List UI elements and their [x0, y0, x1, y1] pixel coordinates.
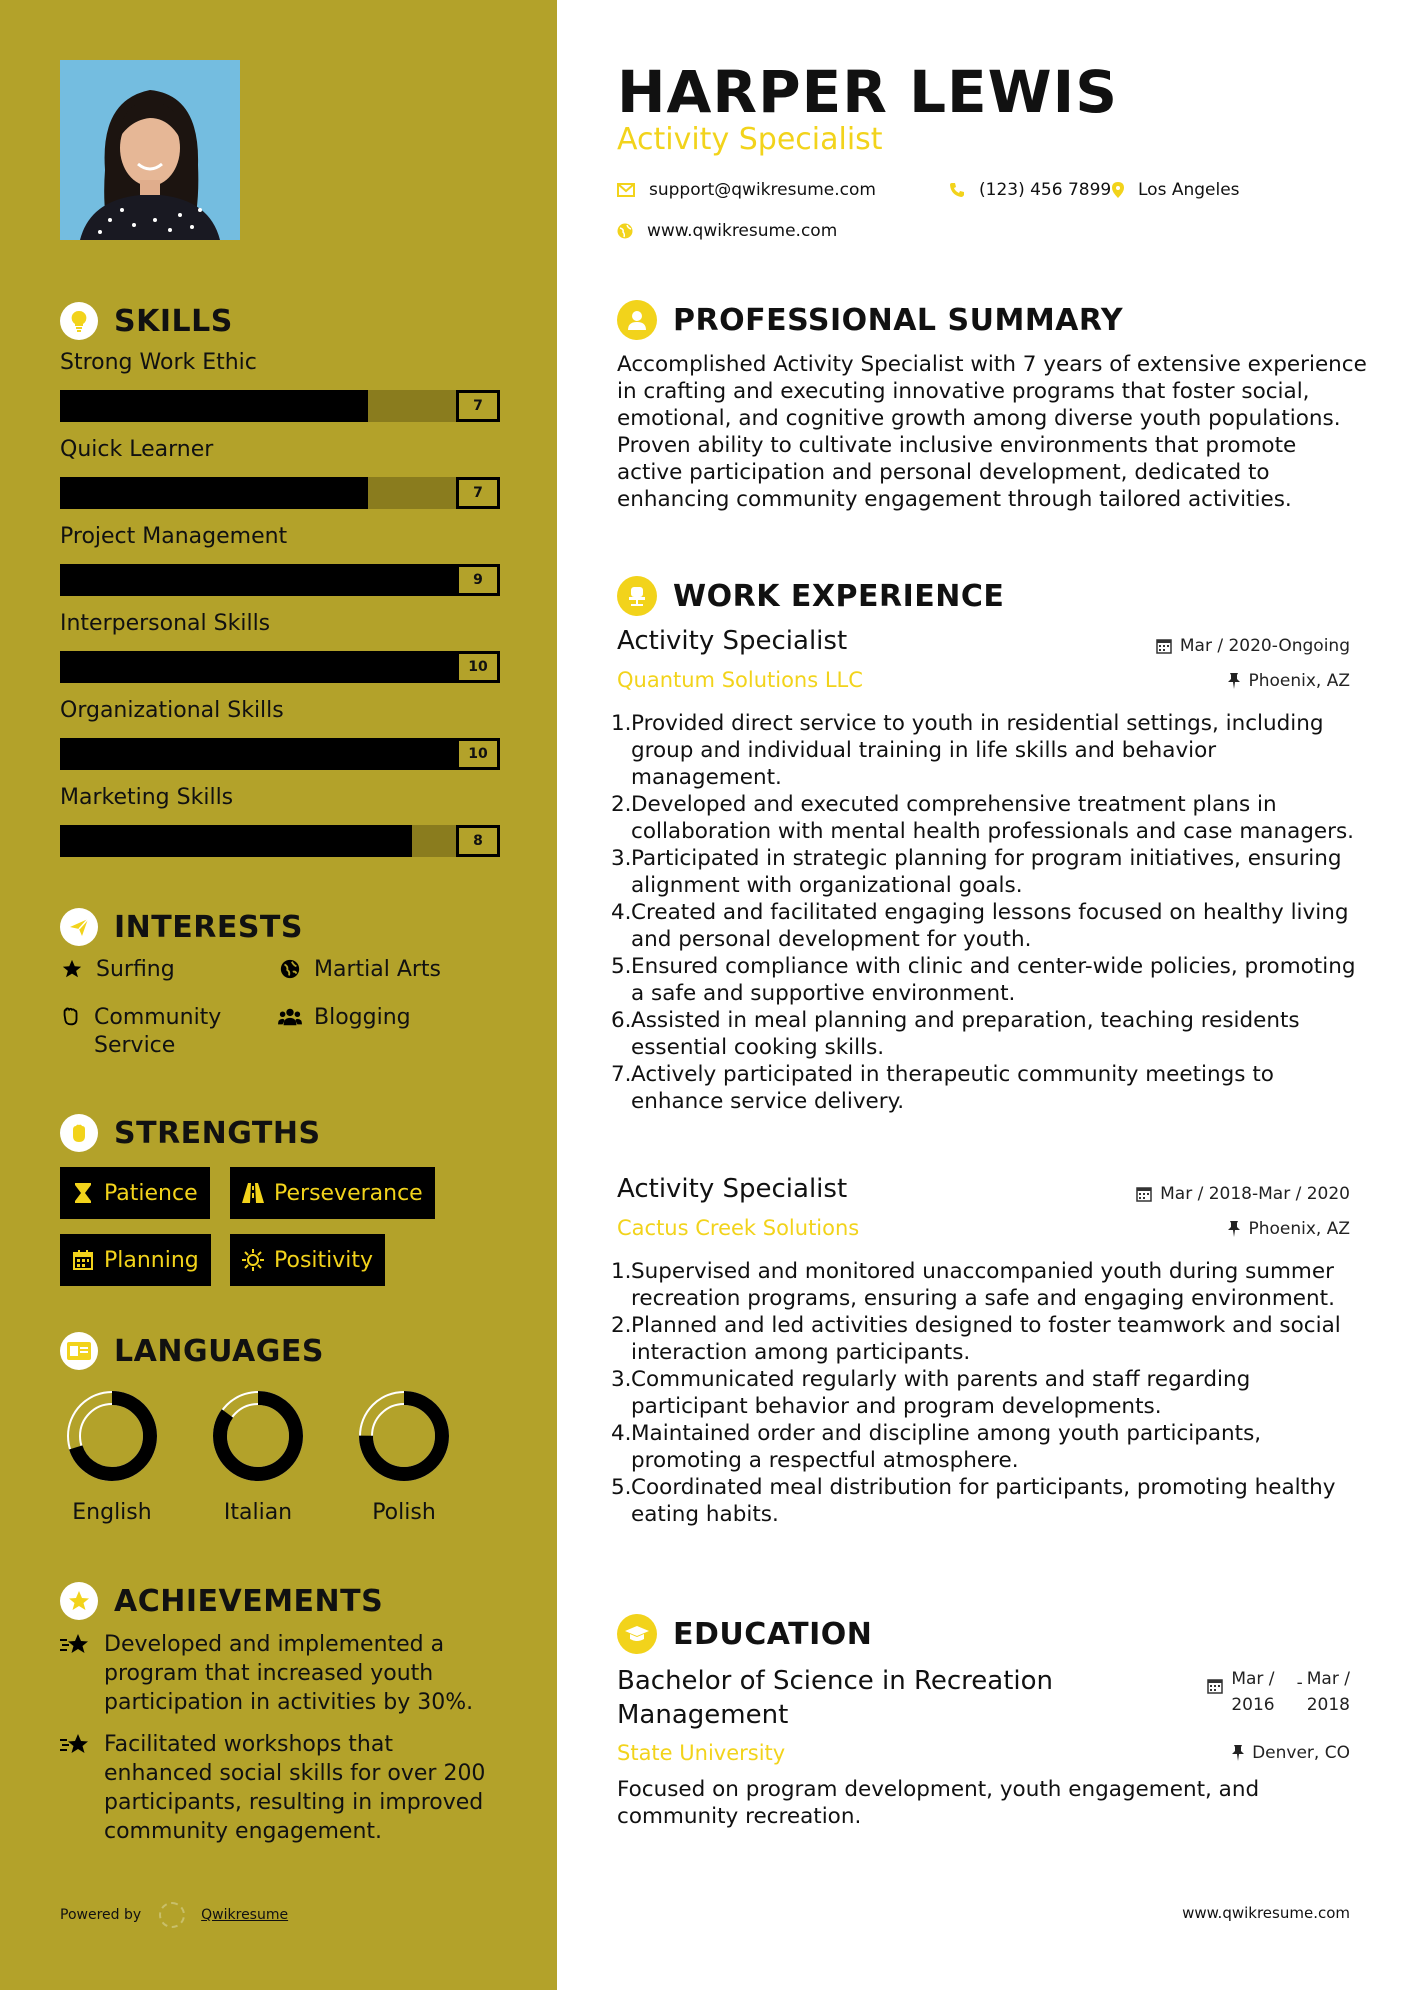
- skill-label: Organizational Skills: [60, 698, 284, 723]
- email-text: support@qwikresume.com: [649, 180, 876, 200]
- language-ring: [210, 1388, 306, 1484]
- skill-level: 10: [456, 738, 500, 770]
- education-start-month: Mar /: [1231, 1669, 1275, 1689]
- interest-label: Surfing: [96, 957, 175, 982]
- skill-item: [60, 435, 500, 509]
- language-item: [334, 1388, 474, 1525]
- education-date-separator: -: [1296, 1673, 1303, 1693]
- responsibility-text: Ensured compliance with clinic and center-wide policies, promoting a safe and supportive environment.: [631, 954, 1356, 1006]
- language-label: Polish: [372, 1500, 436, 1525]
- skill-item: [60, 522, 500, 596]
- achievement-item: [60, 1730, 500, 1846]
- education-header: [617, 1614, 872, 1654]
- star-badge-icon: [60, 1582, 98, 1620]
- responsibility-number: 2.: [611, 1313, 632, 1338]
- candidate-name: HARPER LEWIS: [617, 58, 1118, 126]
- location-text: Los Angeles: [1138, 180, 1240, 200]
- skills-header: [60, 302, 233, 340]
- strength-label: Perseverance: [274, 1180, 423, 1206]
- skill-bar: [60, 651, 500, 683]
- interests-title: INTERESTS: [114, 909, 303, 945]
- language-card-icon: [60, 1332, 98, 1370]
- lightbulb-icon: [60, 302, 98, 340]
- calendar-icon: [1136, 1186, 1152, 1202]
- responsibility-item: [611, 710, 1371, 791]
- experience-header: [617, 576, 1004, 616]
- degree-title: Bachelor of Science in Recreation Management: [617, 1666, 1054, 1730]
- job-dates: [1136, 1184, 1350, 1204]
- powered-by-label: Powered by: [60, 1907, 142, 1923]
- footer-url[interactable]: www.qwikresume.com: [1182, 1904, 1350, 1922]
- skill-label: Marketing Skills: [60, 785, 234, 810]
- contact-email[interactable]: [617, 180, 876, 200]
- responsibility-text: Supervised and monitored unaccompanied youth during summer recreation programs, ensuring a safe and engaging environment.: [631, 1259, 1335, 1311]
- contact-location: [1112, 180, 1240, 200]
- skill-bar: [60, 477, 500, 509]
- education-start-year: 2016: [1231, 1695, 1275, 1715]
- language-ring: [356, 1388, 452, 1484]
- interest-item: [278, 1004, 411, 1032]
- skill-bar-fill: [60, 477, 368, 509]
- skill-label: Interpersonal Skills: [60, 611, 271, 636]
- users-icon: [278, 1004, 302, 1028]
- responsibility-number: 6.: [611, 1008, 632, 1033]
- pushpin-icon: [1232, 1745, 1244, 1761]
- strengths-header: [60, 1114, 321, 1152]
- school-name: State University: [617, 1741, 786, 1765]
- responsibility-item: [611, 1474, 1371, 1528]
- achievement-item: [60, 1630, 500, 1717]
- envelope-icon: [617, 183, 635, 197]
- education-end: [1307, 1666, 1350, 1718]
- skill-bar-fill: [60, 390, 368, 422]
- strength-badge: [60, 1167, 210, 1219]
- interest-label: Community Service: [94, 1005, 222, 1058]
- sidebar: [0, 0, 557, 1990]
- interest-item: [60, 1004, 260, 1060]
- sun-icon: [242, 1249, 264, 1271]
- job-dates-text: Mar / 2018-Mar / 2020: [1160, 1184, 1350, 1204]
- language-ring: [64, 1388, 160, 1484]
- qwikresume-logo-icon: [159, 1902, 185, 1928]
- education-location-text: Denver, CO: [1252, 1743, 1350, 1763]
- interest-item: [60, 956, 175, 984]
- job-location: [1228, 1219, 1350, 1239]
- responsibility-text: Assisted in meal planning and preparation, teaching residents essential cooking skills.: [631, 1008, 1300, 1060]
- globe-icon: [617, 223, 633, 239]
- graduation-cap-icon: [617, 1614, 657, 1654]
- responsibility-item: [611, 1061, 1371, 1115]
- responsibility-text: Provided direct service to youth in residential settings, including group and individual training in life skills and behavior management.: [631, 711, 1324, 790]
- skill-level: 8: [456, 825, 500, 857]
- responsibility-number: 2.: [611, 792, 632, 817]
- responsibility-number: 4.: [611, 900, 632, 925]
- website-text: www.qwikresume.com: [647, 221, 838, 241]
- job-dates-text: Mar / 2020-Ongoing: [1179, 636, 1350, 656]
- hand-icon: [60, 1004, 82, 1028]
- map-pin-icon: [1112, 182, 1124, 198]
- skill-bar: [60, 564, 500, 596]
- strength-label: Planning: [104, 1247, 199, 1273]
- job-responsibilities: [611, 1258, 1371, 1528]
- calendar-icon: [1207, 1666, 1223, 1694]
- responsibility-number: 1.: [611, 711, 632, 736]
- strength-badge: [60, 1234, 211, 1286]
- language-label: English: [72, 1500, 152, 1525]
- skill-level: 7: [456, 390, 500, 422]
- strength-badge: [230, 1167, 435, 1219]
- road-icon: [242, 1183, 264, 1203]
- skill-item: [60, 696, 500, 770]
- responsibility-item: [611, 845, 1371, 899]
- powered-by: [60, 1902, 288, 1928]
- responsibility-number: 4.: [611, 1421, 632, 1446]
- responsibility-item: [611, 1258, 1371, 1312]
- calendar-icon: [72, 1250, 94, 1270]
- job-location: [1228, 671, 1350, 691]
- education-end-month: Mar /: [1306, 1669, 1350, 1689]
- education-title: EDUCATION: [673, 1616, 873, 1652]
- qwikresume-link[interactable]: Qwikresume: [201, 1907, 289, 1923]
- language-label: Italian: [223, 1500, 293, 1525]
- interest-item: [278, 956, 441, 984]
- job-title: Activity Specialist: [617, 626, 848, 656]
- education-location: [1232, 1743, 1350, 1763]
- profile-photo: [60, 60, 240, 240]
- responsibility-text: Created and facilitated engaging lessons focused on healthy living and personal development for youth.: [631, 900, 1349, 952]
- responsibility-text: Maintained order and discipline among youth participants, promoting a respectful atmosphere.: [631, 1421, 1262, 1473]
- responsibility-item: [611, 1007, 1371, 1061]
- skill-label: Project Management: [60, 524, 288, 549]
- star-icon: [60, 956, 84, 980]
- contact-phone[interactable]: [949, 180, 1111, 200]
- responsibility-item: [611, 1420, 1371, 1474]
- responsibility-item: [611, 1312, 1371, 1366]
- summary-header: [617, 300, 1123, 340]
- skill-level: 9: [456, 564, 500, 596]
- strength-label: Positivity: [274, 1247, 374, 1273]
- skill-level: 7: [456, 477, 500, 509]
- responsibility-item: [611, 1366, 1371, 1420]
- skill-item: [60, 783, 500, 857]
- education-start: [1231, 1666, 1274, 1718]
- responsibility-item: [611, 953, 1371, 1007]
- skill-bar-fill: [60, 738, 500, 770]
- responsibility-number: 3.: [611, 1367, 632, 1392]
- responsibility-number: 5.: [611, 1475, 632, 1500]
- summary-title: PROFESSIONAL SUMMARY: [673, 302, 1124, 338]
- responsibility-number: 5.: [611, 954, 632, 979]
- skill-bar-fill: [60, 564, 456, 596]
- responsibility-number: 1.: [611, 1259, 632, 1284]
- responsibility-text: Developed and executed comprehensive treatment plans in collaboration with mental health professionals and case managers.: [631, 792, 1355, 844]
- office-chair-icon: [617, 576, 657, 616]
- responsibility-text: Communicated regularly with parents and staff regarding participant behavior and program developments.: [631, 1367, 1251, 1419]
- strengths-title: STRENGTHS: [114, 1115, 321, 1151]
- contact-website[interactable]: [617, 221, 837, 241]
- skill-bar: [60, 390, 500, 422]
- shooting-star-icon: [60, 1630, 92, 1717]
- skill-bar: [60, 825, 500, 857]
- globe-icon: [278, 956, 302, 980]
- languages-header: [60, 1332, 324, 1370]
- education-description: Focused on program development, youth engagement, and community recreation.: [617, 1777, 1260, 1829]
- achievement-text: Facilitated workshops that enhanced social skills for over 200 participants, resulting in improved community engagement.: [104, 1732, 486, 1844]
- responsibility-text: Planned and led activities designed to foster teamwork and social interaction among participants.: [631, 1313, 1341, 1365]
- job-location-text: Phoenix, AZ: [1248, 671, 1350, 691]
- achievements-title: ACHIEVEMENTS: [114, 1583, 384, 1619]
- skill-bar-fill: [60, 651, 500, 683]
- job-location-text: Phoenix, AZ: [1248, 1219, 1350, 1239]
- skill-bar: [60, 738, 500, 770]
- interests-header: [60, 908, 303, 946]
- skill-label: Strong Work Ethic: [60, 350, 257, 375]
- experience-title: WORK EXPERIENCE: [673, 578, 1005, 614]
- responsibility-text: Actively participated in therapeutic community meetings to enhance service delivery.: [631, 1062, 1274, 1114]
- job-title: Activity Specialist: [617, 1174, 848, 1204]
- company-name: Quantum Solutions LLC: [617, 668, 863, 692]
- fist-icon: [60, 1114, 98, 1152]
- skills-title: SKILLS: [114, 303, 233, 339]
- job-dates: [1156, 636, 1350, 656]
- skill-item: [60, 609, 500, 683]
- user-icon: [617, 300, 657, 340]
- skill-bar-fill: [60, 825, 412, 857]
- pushpin-icon: [1228, 673, 1240, 689]
- language-item: [42, 1388, 182, 1525]
- summary-text: Accomplished Activity Specialist with 7 years of extensive experience in crafting and executing innovative programs that foster social, emotional, and cognitive growth among diverse youth populations. Proven ability to cultivate inclusive environments that promote active participation and personal development, dedicated to enhancing community engagement through tailored activities.: [617, 352, 1367, 512]
- calendar-icon: [1156, 638, 1172, 654]
- achievements-header: [60, 1582, 383, 1620]
- achievement-text: Developed and implemented a program that increased youth participation in activities by 30%.: [104, 1632, 474, 1715]
- interest-label: Blogging: [314, 1005, 411, 1030]
- responsibility-text: Coordinated meal distribution for participants, promoting healthy eating habits.: [631, 1475, 1336, 1527]
- responsibility-item: [611, 899, 1371, 953]
- skill-label: Quick Learner: [60, 437, 214, 462]
- responsibility-number: 3.: [611, 846, 632, 871]
- responsibility-number: 7.: [611, 1062, 632, 1087]
- paper-plane-icon: [60, 908, 98, 946]
- education-dates: [1207, 1666, 1350, 1718]
- candidate-role: Activity Specialist: [617, 122, 883, 157]
- skill-item: [60, 348, 500, 422]
- language-item: [188, 1388, 328, 1525]
- phone-text: (123) 456 7899: [979, 180, 1112, 200]
- responsibility-text: Participated in strategic planning for program initiatives, ensuring alignment with organizational goals.: [631, 846, 1342, 898]
- pushpin-icon: [1228, 1221, 1240, 1237]
- strength-badge: [230, 1234, 385, 1286]
- hourglass-icon: [72, 1182, 94, 1204]
- responsibility-item: [611, 791, 1371, 845]
- skill-level: 10: [456, 651, 500, 683]
- job-responsibilities: [611, 710, 1371, 1115]
- education-end-year: 2018: [1306, 1695, 1350, 1715]
- interest-label: Martial Arts: [314, 957, 442, 982]
- phone-icon: [949, 182, 965, 198]
- shooting-star-icon: [60, 1730, 92, 1846]
- company-name: Cactus Creek Solutions: [617, 1216, 860, 1240]
- languages-title: LANGUAGES: [114, 1333, 324, 1369]
- strength-label: Patience: [104, 1180, 198, 1206]
- main-content: [557, 0, 1407, 1990]
